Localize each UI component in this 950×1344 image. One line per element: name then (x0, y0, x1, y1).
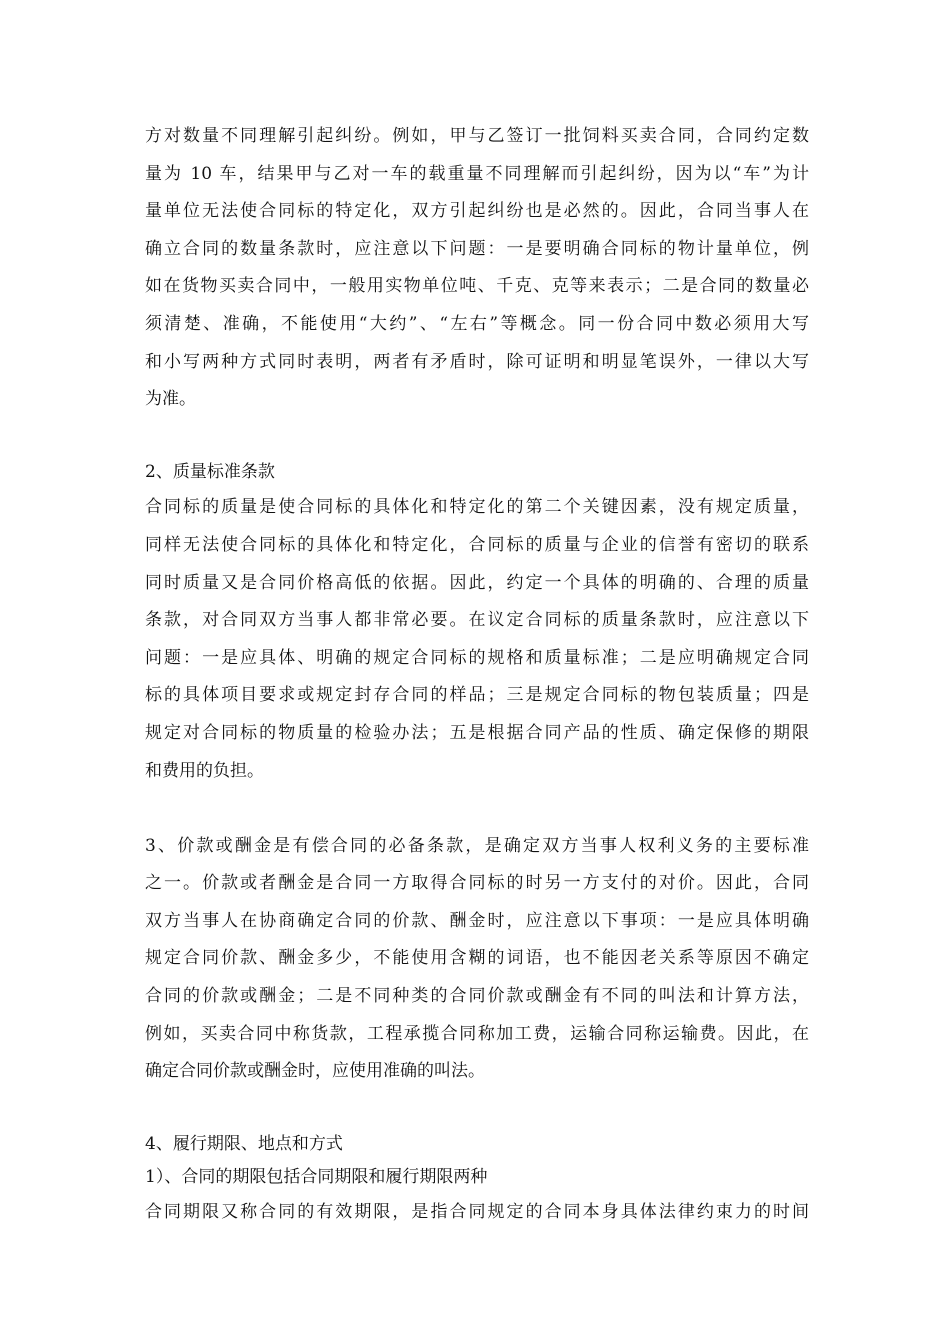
text-line: 如在货物买卖合同中，一般用实物单位吨、千克、克等来表示；二是合同的数量必 (145, 276, 809, 297)
text-line: 同时质量又是合同价格高低的依据。因此，约定一个具体的明确的、合理的质量 (145, 572, 809, 593)
text-line: 之一。价款或者酬金是合同一方取得合同标的时另一方支付的对价。因此，合同 (145, 873, 809, 894)
paragraph-price (145, 828, 809, 1091)
paragraph-quality (145, 489, 809, 790)
text-line: 规定对合同标的物质量的检验办法；五是根据合同产品的性质、确定保修的期限 (145, 722, 809, 743)
paragraph-term (145, 1194, 809, 1232)
text-line: 合同期限又称合同的有效期限，是指合同规定的合同本身具体法律约束力的时间 (145, 1202, 809, 1223)
text-line: 规定合同价款、酬金多少，不能使用含糊的词语，也不能因老关系等原因不确定 (145, 948, 809, 969)
text-line: 合同标的质量是使合同标的具体化和特定化的第二个关键因素，没有规定质量， (145, 497, 809, 518)
text-line: 须清楚、准确，不能使用“大约”、“左右”等概念。同一份合同中数必须用大写 (145, 313, 809, 334)
text-line: 和小写两种方式同时表明，两者有矛盾时，除可证明和明显笔误外，一律以大写 (145, 351, 809, 372)
section-heading-quality: 2、质量标准条款 (145, 462, 275, 483)
section-heading-performance: 4、履行期限、地点和方式 (145, 1134, 343, 1155)
text-line: 确立合同的数量条款时，应注意以下问题：一是要明确合同标的物计量单位，例 (145, 238, 809, 259)
blank-line (145, 419, 809, 457)
text-line: 为准。 (145, 389, 196, 410)
document-body (145, 118, 809, 1232)
text-line: 例如，买卖合同中称货款，工程承揽合同称加工费，运输合同称运输费。因此，在 (145, 1023, 809, 1044)
blank-line (145, 790, 809, 828)
text-line: 方对数量不同理解引起纠纷。例如，甲与乙签订一批饲料买卖合同，合同约定数 (145, 126, 809, 146)
text-line: 合同的价款或酬金；二是不同种类的合同价款或酬金有不同的叫法和计算方法， (145, 986, 809, 1007)
text-line: 确定合同价款或酬金时，应使用准确的叫法。 (145, 1061, 485, 1082)
text-line: 条款，对合同双方当事人都非常必要。在议定合同标的质量条款时，应注意以下 (145, 610, 809, 631)
text-line: 同样无法使合同标的具体化和特定化，合同标的质量与企业的信誉有密切的联系 (145, 534, 809, 555)
text-line: 和费用的负担。 (145, 760, 264, 781)
text-line: 3、价款或酬金是有偿合同的必备条款，是确定双方当事人权利义务的主要标准 (145, 835, 809, 856)
text-line: 双方当事人在协商确定合同的价款、酬金时，应注意以下事项：一是应具体明确 (145, 910, 809, 931)
blank-line (145, 1091, 809, 1129)
text-line: 问题：一是应具体、明确的规定合同标的规格和质量标准；二是应明确规定合同 (145, 647, 809, 668)
subsection-heading-term: 1）、合同的期限包括合同期限和履行期限两种 (145, 1167, 488, 1188)
paragraph-quantity (145, 118, 809, 419)
text-line: 量为 10 车，结果甲与乙对一车的载重量不同理解而引起纠纷，因为以“车”为计 (145, 163, 809, 184)
text-line: 标的具体项目要求或规定封存合同的样品；三是规定合同标的物包装质量；四是 (145, 685, 809, 706)
text-line: 量单位无法使合同标的特定化，双方引起纠纷也是必然的。因此，合同当事人在 (145, 201, 809, 222)
